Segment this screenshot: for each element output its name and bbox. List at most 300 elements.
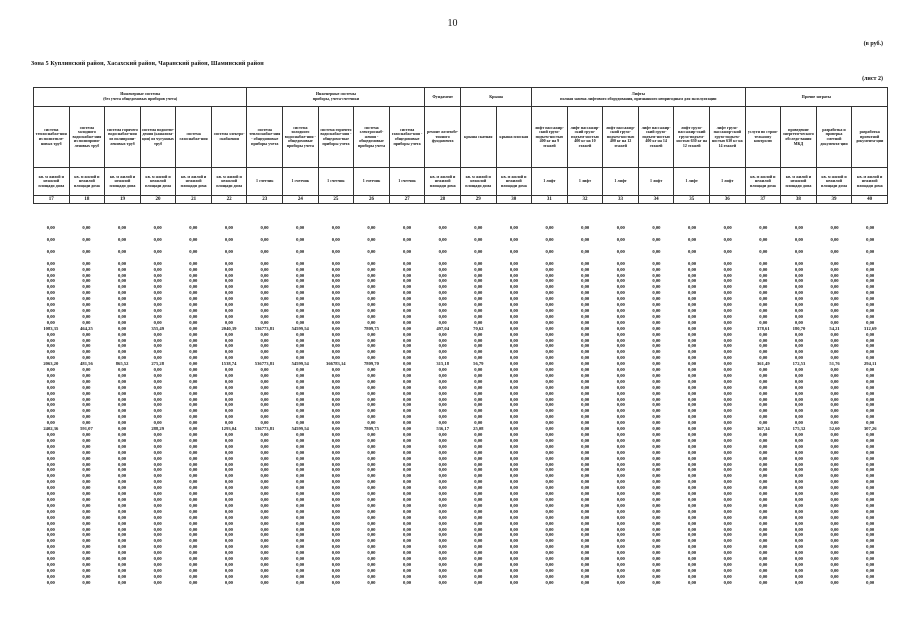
- column-header: лифт грузо-пассажир-ский грузо-подъем-ностью 630 кг на 12 этажей: [674, 107, 710, 168]
- table-cell: 0,00: [46, 349, 55, 355]
- table-cell: 0,00: [224, 290, 233, 296]
- table-cell: 0,00: [82, 236, 91, 242]
- table-cell: 0,00: [474, 455, 483, 461]
- table-cell: 0,00: [652, 272, 661, 278]
- table-cell: 0,00: [367, 331, 376, 337]
- table-cell: 0,00: [403, 414, 412, 420]
- table-cell: 0,00: [830, 331, 839, 337]
- column-header: крыша скатная: [460, 107, 496, 168]
- table-cell: 0,00: [794, 432, 803, 437]
- table-cell: 0,00: [723, 561, 732, 567]
- table-cell: 0,00: [82, 331, 91, 337]
- table-cell: 0,00: [367, 556, 376, 562]
- table-cell: 0,00: [794, 514, 803, 520]
- table-cell: 0,00: [652, 290, 661, 296]
- table-cell: 0,00: [46, 532, 55, 538]
- column-header: крыша плоская: [496, 107, 532, 168]
- table-cell: 0,00: [866, 432, 875, 437]
- table-cell: 0,00: [545, 485, 554, 491]
- table-cell: 0,00: [866, 467, 875, 473]
- table-cell: 0,00: [224, 514, 233, 520]
- table-cell: 0,00: [438, 502, 447, 508]
- table-cell: 0,00: [723, 278, 732, 284]
- table-cell: 0,00: [723, 502, 732, 508]
- table-cell: 0,00: [652, 325, 661, 331]
- table-cell: 0,00: [118, 532, 127, 538]
- table-cell: 0,00: [794, 538, 803, 544]
- unit-header: кв. м жилой и нежилой площади дома: [69, 168, 105, 196]
- table-cell: 0,00: [866, 402, 875, 408]
- table-cell: 0,00: [403, 449, 412, 455]
- column-number: 34: [638, 196, 674, 204]
- table-cell: 0,00: [367, 491, 376, 497]
- table-cell: 0,00: [331, 396, 340, 402]
- table-cell: 0,00: [46, 485, 55, 491]
- table-cell: 0,00: [830, 248, 839, 254]
- table-cell: 0,00: [260, 455, 269, 461]
- table-cell: 0,00: [153, 319, 162, 325]
- table-cell: 0,00: [581, 337, 590, 343]
- table-cell: 0,00: [46, 402, 55, 408]
- table-cell: 0,00: [688, 384, 697, 390]
- table-cell: 0,00: [438, 556, 447, 562]
- table-cell: 0,00: [296, 331, 305, 337]
- table-cell: 0,00: [189, 290, 198, 296]
- table-cell: 0,00: [260, 355, 269, 361]
- table-cell: 0,00: [830, 260, 839, 266]
- table-cell: 0,00: [403, 479, 412, 485]
- table-cell: 0,00: [688, 579, 697, 585]
- column-number: 21: [176, 196, 212, 204]
- table-cell: 0,00: [794, 343, 803, 349]
- table-cell: 0,00: [545, 579, 554, 585]
- table-cell: 0,00: [759, 496, 768, 502]
- table-cell: 0,00: [260, 343, 269, 349]
- table-cell: 0,00: [118, 337, 127, 343]
- table-cell: 0,00: [331, 550, 340, 556]
- table-cell: 0,00: [652, 579, 661, 585]
- table-cell: 0,00: [759, 290, 768, 296]
- table-cell: 0,00: [224, 343, 233, 349]
- table-cell: 0,00: [616, 361, 625, 367]
- table-cell: 7809,75: [363, 426, 379, 432]
- table-cell: 0,00: [367, 467, 376, 473]
- table-cell: 0,00: [866, 479, 875, 485]
- table-cell: 0,00: [438, 491, 447, 497]
- table-cell: 0,00: [830, 307, 839, 313]
- table-cell: 0,00: [260, 573, 269, 579]
- table-cell: 0,00: [688, 414, 697, 420]
- table-cell: 0,00: [189, 248, 198, 254]
- table-cell: 0,00: [830, 561, 839, 567]
- table-cell: 0,00: [403, 248, 412, 254]
- table-cell: 0,00: [688, 491, 697, 497]
- table-cell: 0,00: [224, 390, 233, 396]
- table-cell: 0,00: [545, 567, 554, 573]
- table-cell: 0,00: [581, 461, 590, 467]
- table-cell: 0,00: [189, 343, 198, 349]
- table-cell: 0,00: [474, 579, 483, 585]
- table-cell: 0,00: [474, 502, 483, 508]
- table-cell: 0,00: [260, 443, 269, 449]
- table-cell: 0,00: [652, 567, 661, 573]
- table-cell: 0,00: [189, 496, 198, 502]
- table-cell: 0,00: [652, 443, 661, 449]
- table-cell: 0,00: [296, 485, 305, 491]
- table-cell: 0,00: [688, 367, 697, 373]
- table-cell: 0,00: [367, 532, 376, 538]
- table-cell: 0,00: [189, 556, 198, 562]
- table-cell: 0,00: [474, 296, 483, 302]
- table-cell: 0,00: [403, 467, 412, 473]
- table-cell: 0,00: [794, 355, 803, 361]
- column-number: 19: [105, 196, 141, 204]
- table-cell: 0,00: [652, 455, 661, 461]
- table-cell: 0,00: [688, 355, 697, 361]
- column-number: 25: [318, 196, 354, 204]
- table-cell: 0,00: [723, 491, 732, 497]
- table-cell: 0,00: [46, 278, 55, 284]
- table-cell: 0,00: [438, 402, 447, 408]
- table-cell: 0,00: [688, 331, 697, 337]
- table-cell: 0,00: [866, 343, 875, 349]
- table-cell: 0,00: [189, 561, 198, 567]
- table-cell: 0,00: [830, 455, 839, 461]
- table-cell: 0,00: [153, 414, 162, 420]
- table-cell: 0,00: [509, 355, 518, 361]
- table-cell: 0,00: [296, 520, 305, 526]
- table-cell: 0,00: [189, 467, 198, 473]
- table-cell: 0,00: [474, 337, 483, 343]
- table-cell: 0,00: [260, 266, 269, 272]
- table-cell: 0,00: [189, 432, 198, 437]
- table-cell: 0,00: [224, 384, 233, 390]
- table-cell: 0,00: [616, 414, 625, 420]
- table-cell: 0,00: [260, 278, 269, 284]
- table-cell: 0,00: [759, 390, 768, 396]
- table-cell: 0,00: [46, 236, 55, 242]
- column-header: система водоотве-дения (канализа-ция) из чугунных труб: [140, 107, 176, 168]
- table-cell: 0,00: [866, 579, 875, 585]
- table-cell: 0,00: [224, 319, 233, 325]
- table-cell: 0,00: [331, 248, 340, 254]
- table-cell: 0,00: [224, 538, 233, 544]
- table-cell: 0,00: [331, 561, 340, 567]
- table-cell: 0,00: [474, 414, 483, 420]
- column-number: 26: [354, 196, 390, 204]
- table-cell: 0,00: [688, 443, 697, 449]
- table-cell: 0,00: [260, 479, 269, 485]
- table-cell: 0,00: [46, 296, 55, 302]
- table-cell: 0,00: [367, 337, 376, 343]
- table-cell: 0,00: [82, 266, 91, 272]
- table-cell: 0,00: [153, 302, 162, 308]
- table-cell: 0,00: [581, 449, 590, 455]
- table-cell: 0,00: [331, 372, 340, 378]
- table-cell: 0,00: [367, 319, 376, 325]
- table-cell: 0,00: [189, 443, 198, 449]
- table-cell: 0,00: [652, 361, 661, 367]
- table-cell: 0,00: [46, 461, 55, 467]
- table-cell: 0,00: [118, 449, 127, 455]
- table-cell: 0,00: [82, 296, 91, 302]
- table-cell: 0,00: [616, 532, 625, 538]
- table-cell: 0,00: [224, 355, 233, 361]
- table-cell: 0,00: [830, 467, 839, 473]
- table-cell: 0,00: [616, 485, 625, 491]
- table-row: [33, 580, 888, 586]
- table-cell: 0,00: [866, 313, 875, 319]
- table-cell: 0,00: [474, 467, 483, 473]
- header-group: Крыша: [460, 88, 531, 107]
- table-cell: 0,00: [866, 561, 875, 567]
- table-cell: 0,00: [830, 556, 839, 562]
- table-cell: 0,00: [189, 473, 198, 479]
- table-cell: 0,00: [118, 349, 127, 355]
- table-cell: 0,00: [153, 514, 162, 520]
- table-cell: 312,69: [863, 325, 877, 331]
- table-cell: 0,00: [331, 538, 340, 544]
- column-header: система холодного водоснабже-ния - общедомовые приборы учета: [283, 107, 319, 168]
- table-cell: 0,00: [153, 502, 162, 508]
- table-cell: 0,00: [652, 544, 661, 550]
- table-cell: 0,00: [474, 514, 483, 520]
- table-cell: 0,00: [118, 408, 127, 414]
- table-cell: 0,00: [82, 390, 91, 396]
- table-cell: 0,00: [189, 367, 198, 373]
- table-cell: 0,00: [118, 355, 127, 361]
- table-cell: 0,00: [474, 313, 483, 319]
- unit-header: 1 лифт: [532, 168, 568, 196]
- column-header: система теплоснабже-ния из полиэтиле-новых труб: [34, 107, 70, 168]
- table-cell: 0,00: [46, 449, 55, 455]
- table-cell: 0,00: [652, 550, 661, 556]
- header-group: Фундамент: [425, 88, 461, 107]
- table-cell: 0,00: [260, 402, 269, 408]
- table-cell: 0,00: [260, 284, 269, 290]
- table-cell: 0,00: [545, 290, 554, 296]
- table-cell: 0,00: [403, 455, 412, 461]
- table-cell: 0,00: [118, 225, 127, 230]
- table-cell: 0,00: [509, 496, 518, 502]
- table-cell: 0,00: [153, 408, 162, 414]
- table-cell: 0,00: [331, 526, 340, 532]
- table-cell: 0,00: [759, 432, 768, 437]
- table-cell: 0,00: [474, 461, 483, 467]
- table-cell: 0,00: [866, 414, 875, 420]
- table-cell: 0,00: [331, 567, 340, 573]
- table-cell: 0,00: [438, 248, 447, 254]
- table-cell: 0,00: [438, 532, 447, 538]
- table-cell: 0,00: [652, 278, 661, 284]
- table-cell: 0,00: [118, 461, 127, 467]
- table-cell: 0,00: [759, 307, 768, 313]
- table-cell: 0,00: [794, 561, 803, 567]
- table-cell: 0,00: [438, 573, 447, 579]
- table-cell: 0,00: [189, 272, 198, 278]
- table-cell: 0,00: [403, 538, 412, 544]
- table-cell: 0,00: [224, 236, 233, 242]
- table-cell: 0,00: [331, 284, 340, 290]
- table-cell: 0,00: [474, 432, 483, 437]
- table-cell: 0,00: [866, 520, 875, 526]
- table-cell: 0,00: [830, 290, 839, 296]
- table-cell: 0,00: [866, 461, 875, 467]
- column-header: система теплоснабже-ния - общедомовые приборы учета: [247, 107, 283, 168]
- table-cell: 0,00: [652, 520, 661, 526]
- table-cell: 0,00: [224, 349, 233, 355]
- table-cell: 0,00: [82, 414, 91, 420]
- unit-header: кв. м жилой и нежилой площади дома: [211, 168, 247, 196]
- table-cell: 0,00: [794, 579, 803, 585]
- table-cell: 0,00: [296, 479, 305, 485]
- table-cell: 0,00: [723, 384, 732, 390]
- table-cell: 0,00: [581, 325, 590, 331]
- table-cell: 0,00: [224, 372, 233, 378]
- table-cell: 0,00: [723, 248, 732, 254]
- table-cell: 0,00: [474, 538, 483, 544]
- table-cell: 0,00: [367, 248, 376, 254]
- table-cell: 0,00: [509, 556, 518, 562]
- table-cell: 0,00: [438, 225, 447, 230]
- table-cell: 0,00: [688, 266, 697, 272]
- table-cell: 0,00: [224, 437, 233, 443]
- table-cell: 0,00: [260, 449, 269, 455]
- table-cell: 0,00: [688, 561, 697, 567]
- table-cell: 0,00: [652, 225, 661, 230]
- table-cell: 0,00: [652, 479, 661, 485]
- table-cell: 0,00: [759, 343, 768, 349]
- table-cell: 0,00: [581, 443, 590, 449]
- table-cell: 0,00: [688, 426, 697, 432]
- table-cell: 0,00: [652, 349, 661, 355]
- table-cell: 0,00: [224, 307, 233, 313]
- table-cell: 0,00: [794, 414, 803, 420]
- table-cell: 0,00: [830, 432, 839, 437]
- table-cell: 0,00: [830, 508, 839, 514]
- table-cell: 70,62: [473, 325, 484, 331]
- table-cell: 0,00: [403, 426, 412, 432]
- table-cell: 0,00: [260, 538, 269, 544]
- table-cell: 0,00: [189, 313, 198, 319]
- table-cell: 0,00: [403, 485, 412, 491]
- table-cell: 0,00: [509, 284, 518, 290]
- table-cell: 0,00: [403, 349, 412, 355]
- table-cell: 0,00: [581, 502, 590, 508]
- table-cell: 0,00: [260, 260, 269, 266]
- table-cell: 0,00: [652, 496, 661, 502]
- table-cell: 0,00: [688, 313, 697, 319]
- table-cell: 0,00: [759, 461, 768, 467]
- table-cell: 0,00: [652, 573, 661, 579]
- table-header: [33, 87, 888, 204]
- table-cell: 0,00: [46, 514, 55, 520]
- header-group: Лифты полная замена лифтового оборудования, признанного непригодным для эксплуатации: [532, 88, 745, 107]
- table-cell: 0,00: [367, 550, 376, 556]
- table-cell: 0,00: [189, 260, 198, 266]
- table-cell: 0,00: [331, 296, 340, 302]
- table-cell: 0,00: [367, 461, 376, 467]
- table-cell: 0,00: [189, 396, 198, 402]
- table-cell: 0,00: [723, 260, 732, 266]
- table-cell: 0,00: [82, 473, 91, 479]
- table-cell: 0,00: [688, 296, 697, 302]
- table-cell: 0,00: [153, 467, 162, 473]
- table-cell: 0,00: [759, 556, 768, 562]
- table-cell: 0,00: [82, 355, 91, 361]
- table-cell: 0,00: [830, 538, 839, 544]
- table-cell: 0,00: [260, 520, 269, 526]
- table-cell: 0,00: [118, 272, 127, 278]
- table-cell: 0,00: [509, 550, 518, 556]
- table-cell: 0,00: [46, 390, 55, 396]
- table-cell: 0,00: [652, 414, 661, 420]
- table-cell: 0,00: [545, 526, 554, 532]
- table-cell: 0,00: [688, 378, 697, 384]
- table-cell: 0,00: [224, 561, 233, 567]
- table-cell: 0,00: [830, 502, 839, 508]
- table-cell: 0,00: [509, 319, 518, 325]
- table-cell: 0,00: [652, 337, 661, 343]
- table-cell: 0,00: [224, 414, 233, 420]
- table-cell: 0,00: [367, 349, 376, 355]
- table-cell: 52,60: [829, 426, 840, 432]
- table-cell: 0,00: [367, 266, 376, 272]
- table-cell: 0,00: [438, 349, 447, 355]
- table-cell: 0,00: [438, 367, 447, 373]
- column-number: 32: [567, 196, 603, 204]
- table-cell: 0,00: [830, 396, 839, 402]
- table-cell: 0,00: [403, 296, 412, 302]
- table-cell: 0,00: [723, 485, 732, 491]
- table-cell: 0,00: [581, 532, 590, 538]
- table-cell: 0,00: [153, 372, 162, 378]
- table-cell: 0,00: [688, 396, 697, 402]
- table-cell: 0,00: [403, 367, 412, 373]
- table-cell: 0,00: [474, 402, 483, 408]
- table-cell: 0,00: [616, 544, 625, 550]
- table-cell: 0,00: [438, 461, 447, 467]
- table-cell: 0,00: [581, 467, 590, 473]
- table-cell: 0,00: [474, 485, 483, 491]
- table-cell: 0,00: [438, 266, 447, 272]
- table-cell: 0,00: [438, 378, 447, 384]
- table-cell: 0,00: [153, 573, 162, 579]
- table-cell: 0,00: [688, 236, 697, 242]
- table-cell: 0,00: [118, 390, 127, 396]
- table-cell: 0,00: [403, 355, 412, 361]
- table-cell: 0,00: [509, 491, 518, 497]
- table-cell: 0,00: [296, 538, 305, 544]
- table-cell: 0,00: [118, 561, 127, 567]
- table-cell: 0,00: [260, 248, 269, 254]
- table-cell: 0,00: [367, 508, 376, 514]
- column-number: 18: [69, 196, 105, 204]
- table-cell: 0,00: [688, 544, 697, 550]
- table-cell: 0,00: [545, 443, 554, 449]
- table-cell: 0,00: [759, 260, 768, 266]
- table-cell: 0,00: [723, 496, 732, 502]
- unit-header: кв. м жилой и нежилой площади дома: [34, 168, 70, 196]
- table-cell: 0,00: [474, 272, 483, 278]
- table-cell: 0,00: [759, 520, 768, 526]
- table-cell: 0,00: [688, 485, 697, 491]
- table-cell: 0,00: [794, 550, 803, 556]
- table-cell: 0,00: [474, 556, 483, 562]
- table-cell: 0,00: [260, 225, 269, 230]
- table-cell: 0,00: [545, 514, 554, 520]
- table-cell: 0,00: [403, 402, 412, 408]
